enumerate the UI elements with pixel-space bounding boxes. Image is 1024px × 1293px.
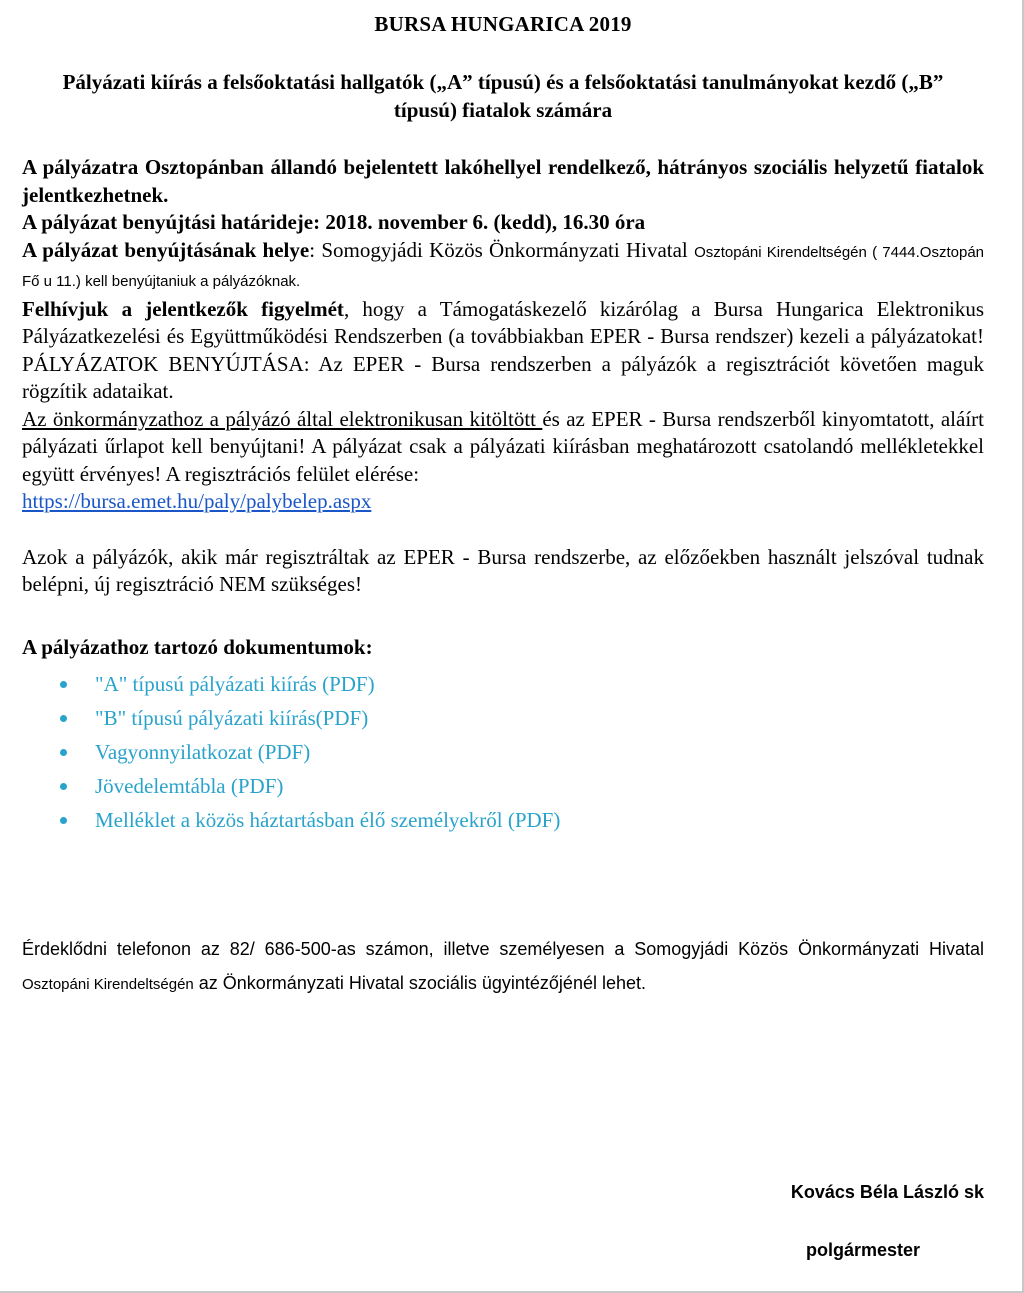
document-link-a-type[interactable] [60, 667, 984, 701]
deadline-text: A pályázat benyújtási határideje: 2018. november 6. (kedd), 16.30 óra [22, 210, 646, 234]
document-link-melleklet[interactable] [60, 803, 984, 837]
bullet-icon [60, 681, 67, 688]
document-page [22, 10, 984, 837]
document-link-jovedelemtabla[interactable] [60, 769, 984, 803]
signature-title: polgármester [806, 1240, 921, 1260]
contact-small: Osztopáni Kirendeltségén [22, 976, 194, 993]
eligibility-text: A pályázatra Osztopánban állandó bejelentett lakóhellyel rendelkező, hátrányos szociális helyzetű fiatalok jelentkezhetnek. [22, 155, 984, 207]
submit-underlined: Az önkormányzathoz a pályázó által elektronikusan kitöltött [22, 406, 543, 431]
documents-list [22, 667, 984, 837]
place-label: A pályázat benyújtásának helye [22, 237, 310, 262]
registration-link[interactable]: https://bursa.emet.hu/paly/palybelep.aspx [22, 489, 372, 513]
document-link-label: "A" típusú pályázati kiírás (PDF) [95, 671, 375, 696]
bullet-icon [60, 783, 67, 790]
submit-text: és az EPER - Bursa rendszerből kinyomtatott, aláírt pályázati űrlapot kell benyújtani! A pályázat csak a pályázati kiírásban meghatározott csatolandó mellékletekkel együtt érvényes! A regisztrációs felület elérése: [22, 406, 984, 486]
document-link-b-type[interactable] [60, 701, 984, 735]
place-small-text: Osztopáni Kirendeltségén ( 7444.Osztopán Fő u 11.) kell benyújtaniuk a pályázóknak. [22, 243, 984, 290]
document-link-label: Vagyonnyilatkozat (PDF) [95, 739, 311, 764]
intro-section [22, 154, 984, 516]
document-link-label: Melléklet a közös háztartásban élő személyekről (PDF) [95, 807, 561, 832]
document-link-label: Jövedelemtábla (PDF) [95, 773, 284, 798]
attention-bold: Felhívjuk a jelentkezők figyelmét [22, 296, 344, 321]
place-text: : Somogyjádi Közös Önkormányzati Hivatal [309, 237, 695, 262]
contact-info [22, 932, 984, 1002]
bullet-icon [60, 817, 67, 824]
contact-part2: az Önkormányzati Hivatal szociális ügyintézőjénél lehet. [193, 973, 646, 993]
registered-note: Azok a pályázók, akik már regisztráltak az EPER - Bursa rendszerbe, az előzőekben használt jelszóval tudnak belépni, új regisztráció NEM szükséges! [22, 544, 984, 596]
bullet-icon [60, 715, 67, 722]
attention-text: , hogy a Támogatáskezelő kizárólag a Bursa Hungarica Elektronikus Pályázatkezelési és Együttműködési Rendszerben (a továbbiakban EPER - Bursa rendszer) kezeli a pályázatokat! PÁLYÁZATOK BENYÚJTÁSA: Az EPER - Bursa rendszerben a pályázók a regisztrációt követően maguk rögzítik adataikat. [22, 296, 984, 403]
document-link-vagyonnyilatkozat[interactable] [60, 735, 984, 769]
contact-part1: Érdeklődni telefonon az 82/ 686-500-as számon, illetve személyesen a Somogyjádi Közös Önkormányzati Hivatal [22, 939, 984, 959]
document-subtitle: Pályázati kiírás a felsőoktatási hallgatók („A” típusú) és a felsőoktatási tanulmányokat kezdő („B” típusú) fiatalok számára [62, 70, 944, 122]
document-link-label: "B" típusú pályázati kiírás(PDF) [95, 705, 369, 730]
signature-name: Kovács Béla László sk [790, 1182, 984, 1202]
bullet-icon [60, 749, 67, 756]
document-title: BURSA HUNGARICA 2019 [374, 12, 632, 36]
documents-heading: A pályázathoz tartozó dokumentumok: [22, 634, 373, 659]
